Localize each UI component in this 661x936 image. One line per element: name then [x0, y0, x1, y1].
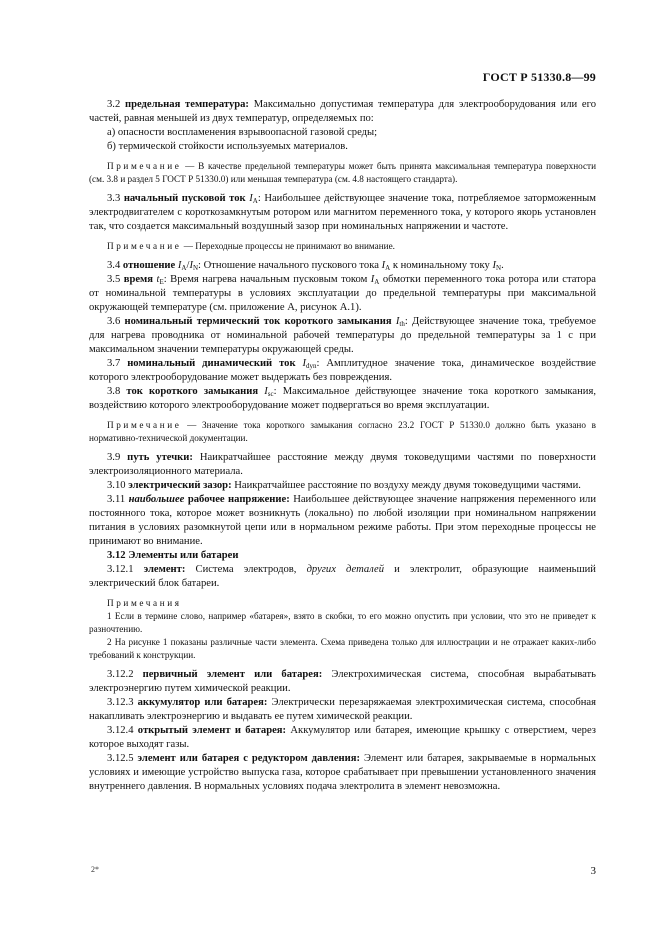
clause-3-12-1: 3.12.1 элемент: Система электродов, других деталей и электролит, образующие наименьший электрический блок батареи. — [89, 564, 596, 589]
clause-3-12-5: 3.12.5 элемент или батарея с редуктором давления: Элемент или батарея, закрываемые в нормальных условиях и имеющие устройство выпуска газа, которое срабатывает при превышении установленного значения внутреннего давления. В нормальных условиях подача электролита в элемент невозможна. — [89, 753, 597, 792]
note-2: Примечание — Переходные процессы не принимают во внимание. — [107, 241, 395, 251]
note-4-item-2: 2 На рисунке 1 показаны различные части элемента. Схема приведена только для иллюстрации и не отражает каких-либо требований к конструкции. — [89, 637, 596, 660]
note-4-label: Примечания — [107, 598, 182, 608]
clause-3-7: 3.7 номинальный динамический ток $I_{dyn}$: Амплитудное значение тока, динамическое воздействие которого электрооборудование может выдержать без повреждения. — [89, 358, 596, 383]
document-body — [89, 98, 596, 794]
clause-3-8: 3.8 ток короткого замыкания $I_{sc}$: Максимальное действующее значение тока короткого замыкания, воздействию которого электрооборудование может подвергаться во время эксплуатации. — [89, 386, 596, 411]
clause-3-2-item-b: б) термической стойкости используемых материалов. — [107, 141, 348, 152]
section-3-12-heading: 3.12 Элементы или батареи — [107, 550, 239, 561]
clause-3-2-item-a: а) опасности воспламенения взрывоопасной газовой среды; — [107, 127, 378, 138]
note-3: Примечание — Значение тока короткого замыкания согласно 23.2 ГОСТ Р 51330.0 должно быть указано в нормативно-технической документации. — [89, 420, 596, 443]
signature-mark: 2* — [91, 865, 99, 874]
note-1: Примечание — В качестве предельной температуры может быть принята максимальная температура поверхности (см. 3.8 и раздел 5 ГОСТ Р 51330.0) или меньшая температура (см. 4.8 настоящего стандарта). — [89, 161, 596, 184]
clause-3-11: 3.11 наибольшее рабочее напряжение: Наибольшее действующее значение напряжения переменного или постоянного тока, которое может возникнуть (локально) по любой изоляции при номинальном напряжении питания в условиях разомкнутой цепи или в нормальном режиме работы. При этом переходные процессы не принимают во внимание. — [89, 494, 597, 547]
page-number: 3 — [590, 865, 596, 877]
clause-3-5: 3.5 время $t_E$: Время нагрева начальным пусковым током $I_A$ обмотки переменного тока ротора или статора от номинальной температуры в условиях эксплуатации до предельной температуры при максимальной окружающей температуре (см. приложение А, рисунок А.1). — [89, 274, 596, 313]
clause-3-10: 3.10 электрический зазор: Наикратчайшее расстояние по воздуху между двумя токоведущими частями. — [107, 480, 581, 491]
clause-3-3: 3.3 начальный пусковой ток $I_A$: Наибольшее действующее значение тока, потребляемое заторможенным электродвигателем с короткозамкнутым ротором или магнитом переменного тока, у которого якорь установлен так, что создается максимальный воздушный зазор при номинальных напряжении и частоте. — [89, 193, 596, 232]
clause-3-6: 3.6 номинальный термический ток короткого замыкания $I_{th}$: Действующее значение тока, требуемое для нагрева проводника от номинальной рабочей температуры до предельной температуры за 1 с при максимальном значении температуры окружающей среды. — [89, 316, 596, 355]
clause-3-4: 3.4 отношение $I_A/I_N$: Отношение начального пускового тока $I_A$ к номинальному току $I_N$. — [107, 260, 504, 272]
clause-3-12-2: 3.12.2 первичный элемент или батарея: Электрохимическая система, способная вырабатывать электроэнергию путем химической реакции. — [89, 669, 596, 694]
clause-3-2: 3.2 предельная температура: Максимально допустимая температура для электрооборудования или его частей, равная меньшей из двух температур, определяемых по: — [89, 99, 597, 124]
clause-3-12-3: 3.12.3 аккумулятор или батарея: Электрически перезаряжаемая электрохимическая система, способная накапливать электроэнергию и выдавать ее путем химической реакции. — [89, 697, 596, 722]
document-code-header: ГОСТ Р 51330.8—99 — [482, 70, 596, 84]
note-4-item-1: 1 Если в термине слово, например «батарея», взято в скобки, то его можно опустить при условии, что это не приведет к разночтению. — [89, 611, 596, 634]
clause-3-12-4: 3.12.4 открытый элемент и батарея: Аккумулятор или батарея, имеющие крышку с отверстием, через которое выходят газы. — [89, 725, 596, 750]
clause-3-9: 3.9 путь утечки: Наикратчайшее расстояние между двумя токоведущими частями по поверхности электроизоляционного материала. — [89, 452, 596, 477]
